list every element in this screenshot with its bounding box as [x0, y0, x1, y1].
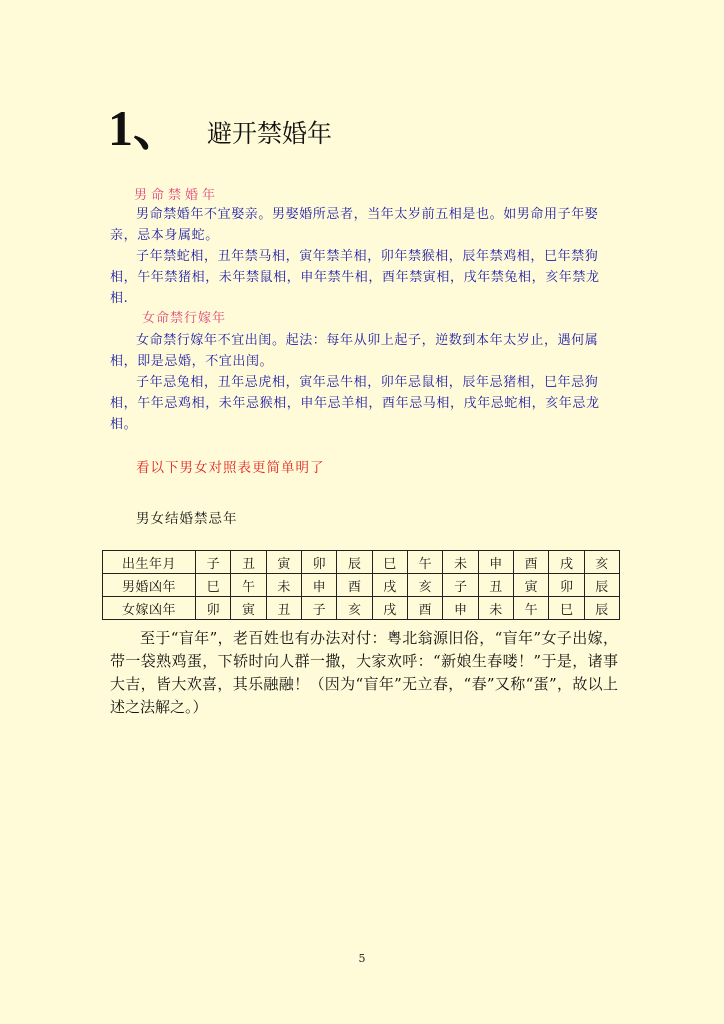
- heading-number: 1、: [108, 100, 183, 156]
- table-cell: 子: [443, 574, 478, 597]
- table-cell: 酉: [407, 597, 442, 620]
- row-label: 男婚凶年: [103, 574, 196, 597]
- table-cell: 巳: [549, 597, 584, 620]
- table-cell: 未: [478, 597, 513, 620]
- table-cell: 未: [443, 551, 478, 574]
- table-cell: 辰: [337, 551, 372, 574]
- table-cell: 未: [266, 574, 301, 597]
- table-cell: 午: [407, 551, 442, 574]
- table-row: [103, 574, 620, 597]
- table-cell: 酉: [337, 574, 372, 597]
- table-caption: 男女结婚禁忌年: [136, 511, 238, 527]
- table-cell: 寅: [231, 597, 266, 620]
- table-cell: 戌: [549, 551, 584, 574]
- table-cell: 亥: [584, 551, 619, 574]
- table-cell: 申: [301, 574, 336, 597]
- table-cell: 戌: [372, 574, 407, 597]
- table-cell: 寅: [513, 574, 548, 597]
- table-cell: 子: [301, 597, 336, 620]
- table-cell: 子: [196, 551, 231, 574]
- male-paragraph-2: 子年禁蛇相，丑年禁马相，寅年禁羊相，卯年禁猴相，辰年禁鸡相，巳年禁狗相，午年禁猪相，未年禁鼠相，申年禁牛相，酉年禁寅相，戌年禁兔相，亥年禁龙相.: [110, 249, 600, 306]
- section-heading: [108, 100, 332, 156]
- table-cell: 申: [443, 597, 478, 620]
- table-row: [103, 597, 620, 620]
- closing-paragraph: 至于“盲年”，老百姓也有办法对付：粤北翁源旧俗，“盲年”女子出嫁，带一袋熟鸡蛋，下轿时向人群一撒，大家欢呼：“新娘生春喽！”于是，诸事大吉，皆大欢喜，其乐融融！（因为“盲年”无立春，“春”又称“蛋”，故以上述之法解之。）: [110, 629, 618, 716]
- female-paragraph-1: 女命禁行嫁年不宜出闺。起法：每年从卯上起子，逆数到本年太岁止，遇何属相，即是忌婚，不宜出闺。: [110, 333, 599, 369]
- table-cell: 巳: [196, 574, 231, 597]
- page-number: 5: [358, 952, 366, 965]
- male-section-title: 男命禁婚年: [134, 188, 220, 203]
- male-paragraph-1: 男命禁婚年不宜娶亲。男娶婚所忌者，当年太岁前五相是也。如男命用子年娶亲，忌本身属蛇。: [110, 207, 599, 243]
- table-cell: 申: [478, 551, 513, 574]
- table-cell: 丑: [231, 551, 266, 574]
- table-cell: 亥: [337, 597, 372, 620]
- table-cell: 午: [513, 597, 548, 620]
- table-cell: 寅: [266, 551, 301, 574]
- comparison-note: 看以下男女对照表更简单明了: [136, 460, 325, 476]
- table-cell: 丑: [478, 574, 513, 597]
- table-cell: 辰: [584, 574, 619, 597]
- table-cell: 巳: [372, 551, 407, 574]
- row-label: 女嫁凶年: [103, 597, 196, 620]
- table-cell: 午: [231, 574, 266, 597]
- row-label: 出生年月: [103, 551, 196, 574]
- table-cell: 酉: [513, 551, 548, 574]
- marriage-taboo-table: [102, 550, 620, 620]
- table-cell: 卯: [301, 551, 336, 574]
- table-cell: 丑: [266, 597, 301, 620]
- table-cell: 卯: [196, 597, 231, 620]
- table-cell: 戌: [372, 597, 407, 620]
- table-row: [103, 551, 620, 574]
- table-cell: 辰: [584, 597, 619, 620]
- female-section-title: 女命禁行嫁年: [142, 311, 227, 326]
- female-paragraph-2: 子年忌兔相，丑年忌虎相，寅年忌牛相，卯年忌鼠相，辰年忌猪相，巳年忌狗相，午年忌鸡相，未年忌猴相，申年忌羊相，酉年忌马相，戌年忌蛇相，亥年忌龙相。: [110, 375, 600, 432]
- table-cell: 亥: [407, 574, 442, 597]
- table-cell: 卯: [549, 574, 584, 597]
- heading-title: 避开禁婚年: [207, 119, 333, 148]
